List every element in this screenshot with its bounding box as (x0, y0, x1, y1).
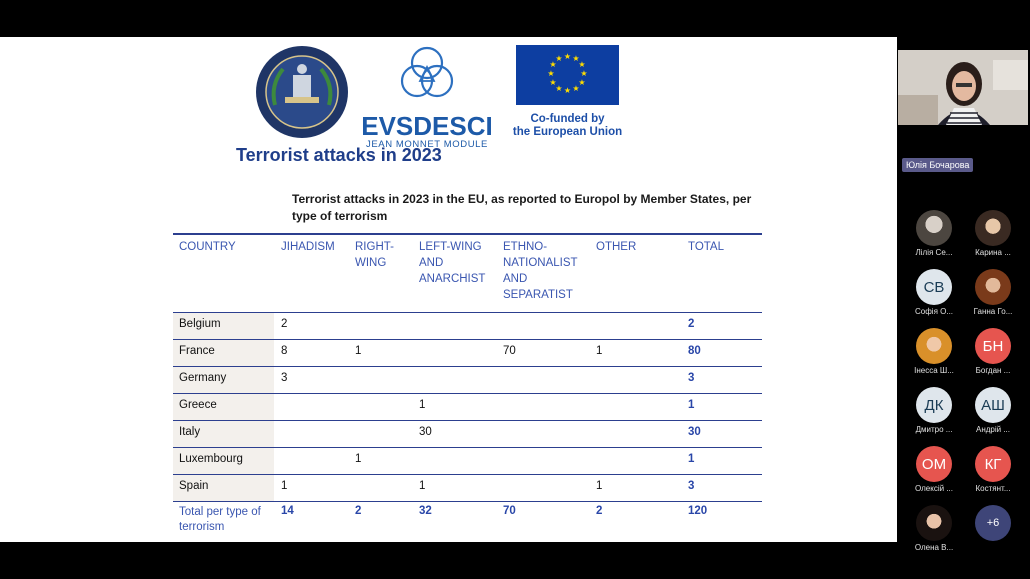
cell-jihadism: 2 (281, 318, 288, 330)
avatar: КГ (975, 446, 1011, 482)
header-jihadism: JIHADISM (281, 241, 335, 253)
header-left-wing-line: ANARCHIST (419, 273, 486, 285)
svg-text:★: ★ (572, 54, 580, 63)
table-header (173, 233, 762, 313)
cell-right: 1 (355, 345, 362, 357)
country-name: Italy (179, 426, 201, 438)
table-caption: Terrorist attacks in 2023 in the EU, as reported to Europol by Member States, per type of terrorism (292, 192, 752, 223)
participant-tile[interactable] (904, 505, 964, 552)
cell-jihadism: 1 (281, 480, 288, 492)
cell-total: 1 (688, 399, 695, 411)
attacks-table (173, 233, 762, 540)
svg-text:★: ★ (555, 54, 563, 63)
cell-right: 1 (355, 453, 362, 465)
participant-tile[interactable] (963, 210, 1023, 257)
header-right-wing-line: WING (355, 257, 387, 269)
participant-name: Костянт... (975, 484, 1011, 493)
country-name: Germany (179, 372, 227, 384)
avatar: ОМ (916, 446, 952, 482)
svg-text:★: ★ (555, 84, 563, 93)
total-right: 2 (355, 505, 362, 517)
total-total: 120 (688, 505, 708, 517)
svg-text:★: ★ (563, 86, 572, 95)
cell-other: 1 (596, 345, 603, 357)
participant-tile[interactable] (963, 387, 1023, 434)
header-ethno-line: SEPARATIST (503, 289, 573, 301)
cell-left: 30 (419, 426, 432, 438)
svg-text:★: ★ (547, 69, 555, 78)
avatar (916, 505, 952, 541)
svg-text:★: ★ (572, 84, 580, 93)
participant-name: Богдан ... (975, 366, 1011, 375)
total-jihadism: 14 (281, 505, 294, 517)
table-row (173, 421, 762, 448)
table-row (173, 394, 762, 421)
header-left-wing-line: LEFT-WING (419, 241, 482, 253)
header-right-wing (355, 239, 394, 271)
avatar (916, 210, 952, 246)
svg-text:★: ★ (578, 78, 586, 87)
country-name: France (179, 345, 215, 357)
cell-other: 1 (596, 480, 603, 492)
header-other: OTHER (596, 241, 637, 253)
svg-text:★: ★ (549, 60, 557, 69)
participant-name: Олена В... (914, 543, 954, 552)
total-left: 32 (419, 505, 432, 517)
country-name: Spain (179, 480, 209, 492)
total-label: Total per type of terrorism (179, 506, 261, 533)
speaker-video-frame (898, 50, 1028, 125)
avatar (916, 328, 952, 364)
speaker-video[interactable] (898, 50, 1028, 125)
presentation-slide (0, 37, 897, 542)
cell-total: 1 (688, 453, 695, 465)
svg-text:★: ★ (578, 60, 586, 69)
country-name: Luxembourg (179, 453, 243, 465)
country-name: Belgium (179, 318, 221, 330)
cell-jihadism: 3 (281, 372, 288, 384)
cell-total: 2 (688, 318, 695, 330)
slide-title: Terrorist attacks in 2023 (236, 145, 442, 165)
evsdesci-subtitle: JEAN MONNET MODULE (366, 139, 488, 150)
cell-total: 3 (688, 372, 695, 384)
header-ethno-line: NATIONALIST (503, 257, 578, 269)
cell-total: 30 (688, 426, 701, 438)
table-total-row (173, 502, 762, 540)
table-row (173, 448, 762, 475)
participant-tile[interactable] (904, 387, 964, 434)
participant-name: Андрій ... (975, 425, 1010, 434)
university-seal-logo (255, 45, 349, 139)
participant-name: Інесса Ш... (914, 366, 954, 375)
evsdesci-logo (360, 45, 494, 150)
total-other: 2 (596, 505, 603, 517)
avatar: ДК (916, 387, 952, 423)
participant-tile[interactable] (904, 328, 964, 375)
cell-left: 1 (419, 480, 426, 492)
avatar (975, 269, 1011, 305)
speaker-name-tag: Юлія Бочарова (902, 158, 973, 172)
evsdesci-title: EVSDESCI (361, 111, 493, 141)
header-left-wing-line: AND (419, 257, 444, 269)
eu-line2: the European Union (512, 126, 623, 138)
eu-line1: Co-funded by (530, 113, 605, 125)
header-left-wing (419, 239, 485, 287)
participant-name: Дмитро ... (915, 425, 953, 434)
country-name: Greece (179, 399, 217, 411)
svg-text:★: ★ (580, 69, 588, 78)
participant-name: Лілія Се... (915, 248, 953, 257)
participant-name: Ганна Го... (973, 307, 1013, 316)
avatar: АШ (975, 387, 1011, 423)
table-row (173, 340, 762, 367)
svg-text:★: ★ (549, 78, 557, 87)
eu-cofunded-text (500, 113, 635, 139)
total-ethno: 70 (503, 505, 516, 517)
cell-total: 3 (688, 480, 695, 492)
header-ethno-line: AND (503, 273, 528, 285)
table-row (173, 475, 762, 502)
more-count: +6 (975, 505, 1011, 541)
participant-tile[interactable] (963, 269, 1023, 316)
header-ethno-line: ETHNO- (503, 241, 548, 253)
participant-name: Карина ... (975, 248, 1011, 257)
participant-tile[interactable] (963, 446, 1023, 493)
cell-ethno: 70 (503, 345, 516, 357)
avatar (975, 210, 1011, 246)
participant-name: Софія О... (914, 307, 954, 316)
table-body (173, 313, 762, 502)
header-ethno (503, 239, 578, 303)
avatar: СВ (916, 269, 952, 305)
participant-tile[interactable] (904, 210, 964, 257)
table-row (173, 313, 762, 340)
participant-tile[interactable] (904, 269, 964, 316)
header-country: COUNTRY (179, 241, 236, 253)
participant-tile[interactable] (963, 328, 1023, 375)
table-row (173, 367, 762, 394)
participant-tile[interactable] (904, 446, 964, 493)
cell-jihadism: 8 (281, 345, 288, 357)
header-total: TOTAL (688, 241, 724, 253)
eu-flag-logo (516, 45, 619, 105)
svg-text:★: ★ (563, 52, 572, 61)
avatar: БН (975, 328, 1011, 364)
cell-total: 80 (688, 345, 701, 357)
more-participants-button[interactable] (963, 505, 1023, 541)
cell-left: 1 (419, 399, 426, 411)
participant-name: Олексій ... (915, 484, 953, 493)
header-right-wing-line: RIGHT- (355, 241, 394, 253)
